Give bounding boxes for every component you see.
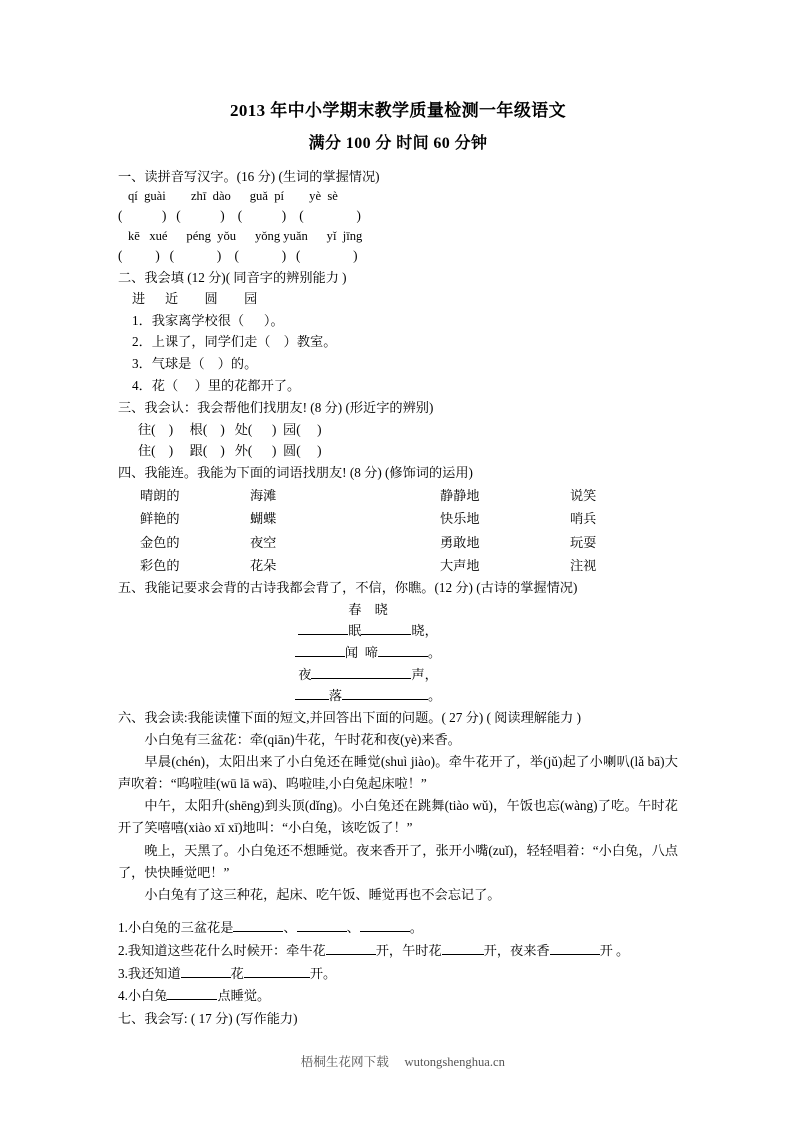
section-2-item-3[interactable]: 3．气球是（ ）的。 [132, 356, 258, 372]
page-title: 2013 年中小学期末教学质量检测一年级语文 [229, 101, 567, 120]
blank-field[interactable] [233, 918, 283, 932]
section-1-answer-row-1[interactable]: ( ) ( ) ( ) ( ) [118, 208, 361, 224]
blank-field[interactable] [244, 963, 310, 977]
passage-paragraph-3: 中午，太阳升(shēng)到头顶(dǐng)。小白兔还在跳舞(tiào wǔ)，午饭也忘(wàng)了吃。午时花开了笑嘻嘻(xiào xī xī)地叫：“小白兔，该吃饭了！” [118, 798, 678, 836]
section-1-pinyin-row-2: kē xué péng yǒu yǒng yuǎn yǐ jīng [128, 228, 363, 243]
poem-char-sheng: 声 [411, 666, 425, 682]
table-row [118, 531, 678, 554]
poem-char-luo: 落 [328, 688, 342, 704]
passage-paragraph-4: 晚上，天黑了。小白兔还不想睡觉。夜来香开了，张开小嘴(zuǐ)，轻轻唱着：“小白兔，八点了，快快睡觉吧！” [118, 842, 678, 880]
page-subtitle: 满分 100 分 时间 60 分钟 [308, 134, 488, 152]
q1-sep-1: 、 [283, 920, 297, 936]
poem-block [118, 599, 678, 708]
footer-site-name: 梧桐生花网下载 [300, 1055, 389, 1069]
poem-chars-wenti: 闻 啼 [344, 644, 378, 660]
blank-field[interactable] [326, 941, 376, 955]
q3-end: 开。 [309, 965, 337, 981]
q3-prompt: 3.我还知道 [118, 965, 181, 981]
q2-mid-1: 开，午时花 [375, 942, 442, 958]
match-right-1[interactable]: 静静地 [440, 487, 480, 503]
passage-paragraph-1: 小白兔有三盆花：牵(qiān)牛花，午时花和夜(yè)来香。 [144, 731, 461, 747]
document-body [118, 98, 678, 1029]
poem-punct-4: 。 [428, 688, 442, 704]
poem-line-1[interactable] [118, 620, 678, 642]
match-left-4[interactable]: 彩色的 [140, 557, 180, 573]
table-row [118, 484, 678, 507]
q4-end: 点睡觉。 [217, 988, 271, 1004]
poem-char-xiao: 晓 [411, 622, 425, 638]
blank-field[interactable] [181, 963, 231, 977]
poem-title: 春 晓 [348, 601, 388, 617]
q1-sep-2: 、 [346, 920, 360, 936]
blank-field[interactable] [342, 686, 428, 700]
match-mid-2[interactable]: 蝴蝶 [250, 511, 277, 527]
reading-question-1[interactable] [118, 917, 678, 940]
passage-paragraph-5: 小白兔有了这三种花，起床、吃午饭、睡觉再也不会忘记了。 [144, 886, 501, 902]
reading-question-4[interactable] [118, 985, 678, 1008]
section-5-heading: 五、我能记要求会背的古诗我都会背了，不信，你瞧。(12 分) (古诗的掌握情况) [118, 580, 578, 596]
poem-punct-2: 。 [427, 644, 442, 660]
page-footer [0, 1036, 793, 1085]
section-3-heading: 三、我会认：我会帮他们找朋友! (8 分) (形近字的辨别) [118, 400, 434, 416]
section-2-item-4[interactable]: 4．花（ ）里的花都开了。 [132, 378, 301, 394]
match-left-3[interactable]: 金色的 [140, 534, 180, 550]
blank-field[interactable] [378, 642, 428, 656]
blank-field[interactable] [361, 621, 411, 635]
match-mid-3[interactable]: 夜空 [250, 534, 277, 550]
match-far-1[interactable]: 说笑 [570, 487, 597, 503]
section-1-answer-row-2[interactable]: ( ) ( ) ( ) ( ) [118, 248, 358, 264]
reading-question-3[interactable] [118, 963, 678, 986]
section-6-heading: 六、我会读:我能读懂下面的短文,并回答出下面的问题。( 27 分) ( 阅读理解能力 ) [118, 710, 582, 726]
q2-end: 开 。 [599, 942, 630, 958]
blank-field[interactable] [298, 621, 348, 635]
match-far-3[interactable]: 玩耍 [570, 534, 597, 550]
section-2-item-2[interactable]: 2．上课了，同学们走（ ）教室。 [132, 334, 337, 350]
section-7-heading: 七、我会写: ( 17 分) (写作能力) [118, 1010, 298, 1026]
match-right-2[interactable]: 快乐地 [440, 511, 480, 527]
blank-field[interactable] [295, 686, 329, 700]
poem-char-ye: 夜 [298, 666, 312, 682]
match-right-4[interactable]: 大声地 [440, 557, 480, 573]
q1-prompt: 1.小白兔的三盆花是 [118, 920, 234, 936]
poem-line-4[interactable] [118, 685, 678, 707]
section-2-heading: 二、我会填 (12 分)( 同音字的辨别能力 ) [118, 269, 347, 285]
q2-mid-2: 开，夜来香 [483, 942, 550, 958]
q3-mid: 花 [230, 965, 244, 981]
table-row [118, 507, 678, 530]
poem-line-3[interactable] [118, 664, 678, 686]
section-4-matching-table [118, 484, 678, 578]
blank-field[interactable] [167, 986, 217, 1000]
poem-line-2[interactable] [118, 642, 678, 664]
match-far-2[interactable]: 哨兵 [570, 511, 597, 527]
section-4-heading: 四、我能连。我能为下面的词语找朋友! (8 分) (修饰词的运用) [118, 465, 473, 481]
q1-end: 。 [409, 920, 423, 936]
blank-field[interactable] [311, 664, 411, 678]
footer-site-url: wutongshenghua.cn [404, 1055, 505, 1069]
section-1-pinyin-row-1: qí guài zhī dào guǎ pí yè sè [128, 188, 338, 203]
match-left-1[interactable]: 晴朗的 [140, 487, 180, 503]
table-row [118, 554, 678, 577]
section-2-char-bank: 进 近 圆 园 [132, 291, 258, 307]
match-far-4[interactable]: 注视 [570, 557, 597, 573]
q4-prompt: 4.小白兔 [118, 988, 168, 1004]
match-left-2[interactable]: 鲜艳的 [140, 511, 180, 527]
blank-field[interactable] [297, 918, 347, 932]
poem-char-mian: 眠 [348, 622, 362, 638]
reading-question-2[interactable] [118, 940, 678, 963]
blank-field[interactable] [550, 941, 600, 955]
section-3-row-1[interactable]: 往( ) 根( ) 处( ) 园( ) [138, 421, 322, 437]
section-1-heading: 一、读拼音写汉字。(16 分) (生词的掌握情况) [118, 168, 380, 184]
footer-spacer [389, 1055, 405, 1069]
blank-field[interactable] [442, 941, 484, 955]
blank-field[interactable] [295, 642, 345, 656]
match-mid-4[interactable]: 花朵 [250, 557, 277, 573]
poem-punct-3: ， [424, 666, 438, 682]
section-2-item-1[interactable]: 1．我家离学校很（ ）。 [132, 312, 284, 328]
match-mid-1[interactable]: 海滩 [250, 487, 277, 503]
q2-prompt: 2.我知道这些花什么时候开：牵牛花 [118, 942, 326, 958]
poem-punct-1: ， [424, 622, 438, 638]
section-3-row-2[interactable]: 住( ) 跟( ) 外( ) 圆( ) [138, 443, 322, 459]
match-right-3[interactable]: 勇敢地 [440, 534, 480, 550]
passage-paragraph-2: 早晨(chén)，太阳出来了小白兔还在睡觉(shuì jiào)。牵牛花开了，举(jǔ)起了小喇叭(lǎ bā)大声吹着：“呜啦哇(wū lā wā)、呜啦哇,小白兔起床啦！” [118, 753, 678, 792]
blank-field[interactable] [360, 918, 410, 932]
